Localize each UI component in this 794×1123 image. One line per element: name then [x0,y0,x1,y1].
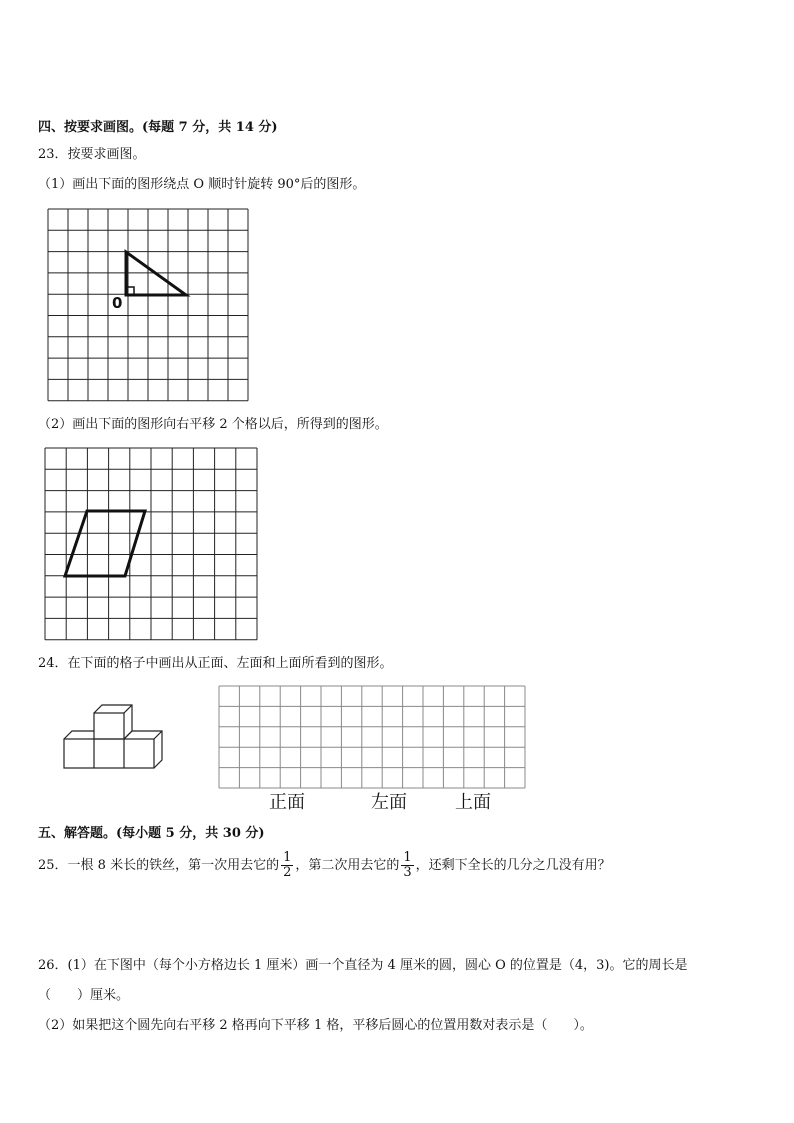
question-25 [38,848,611,884]
section-4-heading: 四、按要求画图。(每题 7 分，共 14 分) [38,120,278,135]
question-26-line-1: 26．(1）在下图中（每个小方格边长 1 厘米）画一个直径为 4 厘米的圆，圆心 O 的位置是（4，3)。它的周长是 [38,958,688,973]
fraction-denominator: 3 [403,865,412,880]
right-triangle [126,252,186,295]
views-answer-grid [219,686,525,788]
fraction-numerator: 1 [283,850,292,865]
question-26-line-3: （2）如果把这个圆先向右平移 2 格再向下平移 1 格，平移后圆心的位置用数对表示是（ ）。 [38,1018,593,1033]
front-view-label: 正面 [269,792,305,813]
question-25-text-c: ，还剩下全长的几分之几没有用？ [415,858,611,873]
question-25-text-b: ，第二次用去它的 [295,858,400,873]
question-24-title: 24．在下面的格子中画出从正面、左面和上面所看到的图形。 [38,656,393,671]
views-grid-lines [219,686,525,788]
section-5-heading: 五、解答题。(每小题 5 分，共 30 分) [38,826,265,841]
parallelogram [65,511,145,576]
translation-grid [45,448,259,638]
question-23-title: 23．按要求画图。 [38,147,146,162]
fraction-one-third [401,851,413,880]
fraction-one-half [281,851,293,880]
rotation-grid [48,209,248,399]
point-o-label: 0 [112,294,123,312]
left-view-label: 左面 [371,792,407,813]
question-23-part-1: （1）画出下面的图形绕点 O 顺时针旋转 90°后的图形。 [38,177,366,192]
question-26-line-2: （ ）厘米。 [38,988,130,1003]
cube-figure [62,701,172,781]
question-25-text-a: 25．一根 8 米长的铁丝，第一次用去它的 [38,858,280,873]
rotation-grid-lines [48,209,248,401]
question-23-part-2: （2）画出下面的图形向右平移 2 个格以后，所得到的图形。 [38,417,388,432]
top-view-label: 上面 [455,792,491,813]
fraction-numerator: 1 [403,850,412,865]
fraction-denominator: 2 [283,865,292,880]
